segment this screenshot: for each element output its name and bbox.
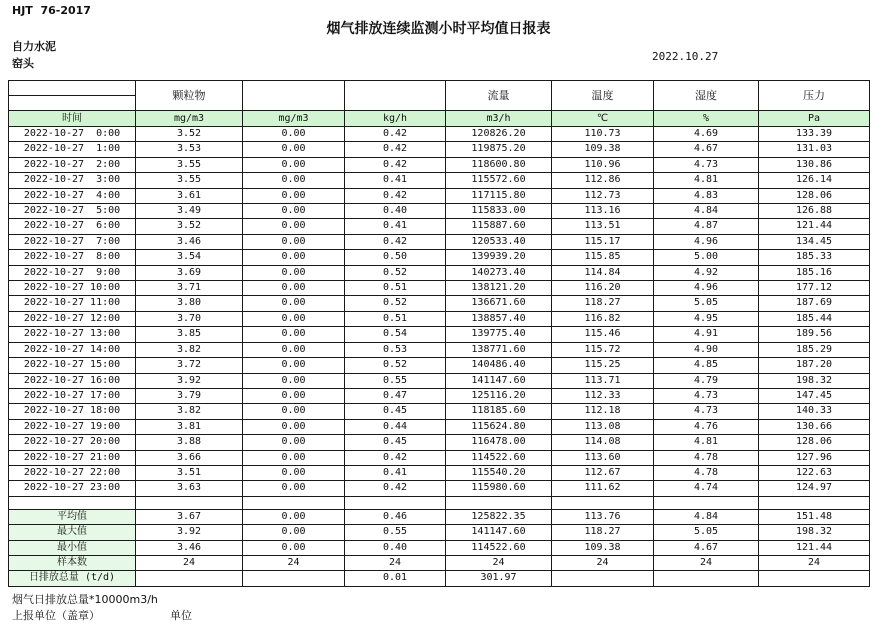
column-header-particulate: 颗粒物 — [136, 81, 243, 111]
row-value: 114.08 — [552, 435, 654, 450]
row-value: 0.41 — [345, 173, 446, 188]
row-value: 113.08 — [552, 419, 654, 434]
row-value: 0.41 — [345, 465, 446, 480]
row-value: 0.42 — [345, 127, 446, 142]
table-row — [9, 435, 870, 450]
row-value: 0.47 — [345, 388, 446, 403]
row-value: 134.45 — [759, 234, 870, 249]
row-value: 111.62 — [552, 481, 654, 496]
row-value — [654, 571, 759, 586]
row-value — [552, 571, 654, 586]
row-value: 140273.40 — [446, 265, 552, 280]
doc-code: HJT 76-2017 — [12, 4, 91, 17]
row-value: 119875.20 — [446, 142, 552, 157]
row-value: 151.48 — [759, 509, 870, 524]
table-row — [9, 265, 870, 280]
row-value: 112.73 — [552, 188, 654, 203]
row-value: 126.14 — [759, 173, 870, 188]
row-time: 2022-10-27 5:00 — [9, 204, 136, 219]
row-value: 120826.20 — [446, 127, 552, 142]
table-row — [9, 481, 870, 496]
company-name: 自力水泥 — [12, 40, 56, 53]
row-value: 4.73 — [654, 157, 759, 172]
row-value: 3.51 — [136, 465, 243, 480]
table-row — [9, 450, 870, 465]
row-value: 3.80 — [136, 296, 243, 311]
row-value: 185.16 — [759, 265, 870, 280]
row-time: 2022-10-27 9:00 — [9, 265, 136, 280]
row-value: 3.79 — [136, 388, 243, 403]
column-header-pressure: 压力 — [759, 81, 870, 111]
row-value: 5.05 — [654, 525, 759, 540]
unit-celsius: ℃ — [552, 111, 654, 127]
unit-kg-h: kg/h — [345, 111, 446, 127]
row-value: 4.84 — [654, 204, 759, 219]
row-value: 189.56 — [759, 327, 870, 342]
row-time: 2022-10-27 20:00 — [9, 435, 136, 450]
row-value: 3.71 — [136, 281, 243, 296]
row-time: 2022-10-27 19:00 — [9, 419, 136, 434]
row-value: 4.78 — [654, 450, 759, 465]
row-value: 4.92 — [654, 265, 759, 280]
row-value: 109.38 — [552, 540, 654, 555]
row-value: 3.61 — [136, 188, 243, 203]
unit-percent: % — [654, 111, 759, 127]
table-header — [9, 81, 870, 127]
row-value: 0.00 — [243, 204, 345, 219]
row-value: 3.63 — [136, 481, 243, 496]
row-value: 4.87 — [654, 219, 759, 234]
row-value: 3.72 — [136, 358, 243, 373]
unit-pa: Pa — [759, 111, 870, 127]
row-value: 4.81 — [654, 435, 759, 450]
reporting-unit-label: 上报单位（盖章） — [12, 609, 100, 622]
row-time: 2022-10-27 12:00 — [9, 311, 136, 326]
table-row — [9, 373, 870, 388]
row-value: 4.76 — [654, 419, 759, 434]
row-value: 115.17 — [552, 234, 654, 249]
row-value: 112.33 — [552, 388, 654, 403]
table-row — [9, 388, 870, 403]
row-value: 0.00 — [243, 435, 345, 450]
row-value: 24 — [552, 555, 654, 570]
row-value: 140.33 — [759, 404, 870, 419]
row-value: 0.00 — [243, 525, 345, 540]
row-value: 0.42 — [345, 142, 446, 157]
table-row — [9, 204, 870, 219]
row-value: 0.42 — [345, 450, 446, 465]
row-value: 185.33 — [759, 250, 870, 265]
table-row — [9, 419, 870, 434]
column-header-humidity: 湿度 — [654, 81, 759, 111]
row-value: 0.00 — [243, 540, 345, 555]
row-time: 2022-10-27 1:00 — [9, 142, 136, 157]
table-row — [9, 188, 870, 203]
row-value: 0.41 — [345, 219, 446, 234]
row-time: 2022-10-27 17:00 — [9, 388, 136, 403]
row-value: 141147.60 — [446, 373, 552, 388]
row-value: 115540.20 — [446, 465, 552, 480]
summary-row-label: 平均值 — [9, 509, 136, 524]
row-value: 121.44 — [759, 540, 870, 555]
row-value: 109.38 — [552, 142, 654, 157]
row-value: 112.18 — [552, 404, 654, 419]
row-value: 113.16 — [552, 204, 654, 219]
row-value — [243, 571, 345, 586]
row-time: 2022-10-27 10:00 — [9, 281, 136, 296]
spacer-section — [9, 496, 870, 509]
table-row — [9, 250, 870, 265]
row-time: 2022-10-27 2:00 — [9, 157, 136, 172]
row-value: 113.71 — [552, 373, 654, 388]
row-value: 0.00 — [243, 509, 345, 524]
table-row — [9, 234, 870, 249]
row-value: 118.27 — [552, 296, 654, 311]
table-row — [9, 173, 870, 188]
row-value: 4.73 — [654, 388, 759, 403]
row-value: 140486.40 — [446, 358, 552, 373]
table-row — [9, 157, 870, 172]
row-value: 0.44 — [345, 419, 446, 434]
emissions-table — [8, 80, 870, 587]
row-value: 117115.80 — [446, 188, 552, 203]
row-value: 0.00 — [243, 188, 345, 203]
row-value: 115.72 — [552, 342, 654, 357]
table-row — [9, 327, 870, 342]
row-value: 3.53 — [136, 142, 243, 157]
row-value: 4.96 — [654, 281, 759, 296]
row-value: 114522.60 — [446, 450, 552, 465]
row-value: 4.84 — [654, 509, 759, 524]
row-value: 0.40 — [345, 540, 446, 555]
row-value: 115.85 — [552, 250, 654, 265]
row-value: 3.85 — [136, 327, 243, 342]
column-header-blank — [243, 81, 345, 111]
row-value: 0.00 — [243, 173, 345, 188]
row-value: 0.40 — [345, 204, 446, 219]
row-value: 4.73 — [654, 404, 759, 419]
row-value: 0.00 — [243, 281, 345, 296]
row-value: 115833.00 — [446, 204, 552, 219]
column-header-blank — [345, 81, 446, 111]
row-value: 4.81 — [654, 173, 759, 188]
row-value: 116.82 — [552, 311, 654, 326]
row-value: 24 — [243, 555, 345, 570]
row-value: 0.00 — [243, 296, 345, 311]
table-row — [9, 127, 870, 142]
row-value: 0.00 — [243, 250, 345, 265]
row-value — [759, 571, 870, 586]
row-value: 3.54 — [136, 250, 243, 265]
row-value: 0.00 — [243, 342, 345, 357]
row-value: 112.86 — [552, 173, 654, 188]
row-value: 0.55 — [345, 525, 446, 540]
row-value: 0.45 — [345, 404, 446, 419]
row-value: 187.69 — [759, 296, 870, 311]
unit-mg-m3: mg/m3 — [136, 111, 243, 127]
summary-row-label: 日排放总量 (t/d) — [9, 571, 136, 586]
row-value: 0.00 — [243, 373, 345, 388]
row-value: 116.20 — [552, 281, 654, 296]
row-value: 0.50 — [345, 250, 446, 265]
table-row — [9, 219, 870, 234]
row-value: 4.96 — [654, 234, 759, 249]
row-value: 3.49 — [136, 204, 243, 219]
row-value: 198.32 — [759, 525, 870, 540]
row-value: 113.76 — [552, 509, 654, 524]
summary-row-label: 最大值 — [9, 525, 136, 540]
table-row — [9, 142, 870, 157]
row-value: 130.66 — [759, 419, 870, 434]
table-row — [9, 281, 870, 296]
summary-row-label: 最小值 — [9, 540, 136, 555]
row-value: 0.42 — [345, 157, 446, 172]
row-value: 4.91 — [654, 327, 759, 342]
row-value: 0.00 — [243, 219, 345, 234]
row-value: 24 — [345, 555, 446, 570]
row-time: 2022-10-27 13:00 — [9, 327, 136, 342]
row-value: 0.52 — [345, 358, 446, 373]
row-value: 118.27 — [552, 525, 654, 540]
row-value: 0.42 — [345, 188, 446, 203]
row-value: 138121.20 — [446, 281, 552, 296]
row-value: 3.67 — [136, 509, 243, 524]
row-value: 0.00 — [243, 327, 345, 342]
row-value: 138857.40 — [446, 311, 552, 326]
row-time: 2022-10-27 6:00 — [9, 219, 136, 234]
table-row — [9, 358, 870, 373]
row-value: 4.90 — [654, 342, 759, 357]
row-value: 4.85 — [654, 358, 759, 373]
column-header-temperature: 温度 — [552, 81, 654, 111]
table-row — [9, 311, 870, 326]
row-value: 3.92 — [136, 525, 243, 540]
row-value: 4.74 — [654, 481, 759, 496]
row-value: 136671.60 — [446, 296, 552, 311]
row-value: 122.63 — [759, 465, 870, 480]
row-value: 115.25 — [552, 358, 654, 373]
row-value: 24 — [654, 555, 759, 570]
table-row — [9, 525, 870, 540]
header-blank-cell — [9, 81, 136, 96]
row-value: 5.00 — [654, 250, 759, 265]
monitoring-point: 窑头 — [12, 57, 34, 70]
footer-note: 烟气日排放总量*10000m3/h — [12, 593, 158, 606]
row-value: 139775.40 — [446, 327, 552, 342]
row-value: 0.00 — [243, 234, 345, 249]
row-value: 113.60 — [552, 450, 654, 465]
row-time: 2022-10-27 18:00 — [9, 404, 136, 419]
row-value: 0.00 — [243, 127, 345, 142]
row-value: 3.66 — [136, 450, 243, 465]
row-value: 0.00 — [243, 311, 345, 326]
unit-header-row — [9, 111, 870, 127]
row-value: 0.00 — [243, 450, 345, 465]
row-value: 185.29 — [759, 342, 870, 357]
row-value: 177.12 — [759, 281, 870, 296]
table-row — [9, 465, 870, 480]
table-row — [9, 342, 870, 357]
row-value: 139939.20 — [446, 250, 552, 265]
row-value: 4.69 — [654, 127, 759, 142]
row-time: 2022-10-27 23:00 — [9, 481, 136, 496]
row-value: 3.46 — [136, 234, 243, 249]
column-header-flow: 流量 — [446, 81, 552, 111]
row-value: 113.51 — [552, 219, 654, 234]
row-value: 0.51 — [345, 281, 446, 296]
row-value: 0.00 — [243, 419, 345, 434]
row-time: 2022-10-27 7:00 — [9, 234, 136, 249]
table-row — [9, 296, 870, 311]
row-value: 4.95 — [654, 311, 759, 326]
row-value: 115.46 — [552, 327, 654, 342]
row-value: 24 — [759, 555, 870, 570]
row-value: 3.52 — [136, 127, 243, 142]
row-value: 0.00 — [243, 265, 345, 280]
row-value: 114522.60 — [446, 540, 552, 555]
row-value: 125116.20 — [446, 388, 552, 403]
row-value: 128.06 — [759, 435, 870, 450]
header-group-row-1 — [9, 81, 870, 96]
row-value: 3.55 — [136, 157, 243, 172]
row-value: 0.00 — [243, 388, 345, 403]
row-value: 3.82 — [136, 342, 243, 357]
row-value: 0.45 — [345, 435, 446, 450]
row-value: 3.70 — [136, 311, 243, 326]
row-value: 0.54 — [345, 327, 446, 342]
table-row — [9, 540, 870, 555]
row-value: 5.05 — [654, 296, 759, 311]
row-value: 3.82 — [136, 404, 243, 419]
spacer-row — [9, 496, 870, 509]
row-value: 118185.60 — [446, 404, 552, 419]
row-value: 110.96 — [552, 157, 654, 172]
row-value: 0.00 — [243, 404, 345, 419]
page-title: 烟气排放连续监测小时平均值日报表 — [326, 21, 551, 37]
row-value: 118600.80 — [446, 157, 552, 172]
row-value: 0.52 — [345, 265, 446, 280]
row-value: 3.52 — [136, 219, 243, 234]
row-time: 2022-10-27 3:00 — [9, 173, 136, 188]
row-value: 0.53 — [345, 342, 446, 357]
row-value: 0.00 — [243, 481, 345, 496]
row-value: 4.67 — [654, 540, 759, 555]
header-blank-cell — [9, 96, 136, 111]
row-value: 0.00 — [243, 465, 345, 480]
row-value: 138771.60 — [446, 342, 552, 357]
row-value: 116478.00 — [446, 435, 552, 450]
row-time: 2022-10-27 0:00 — [9, 127, 136, 142]
row-value: 0.51 — [345, 311, 446, 326]
row-value: 124.97 — [759, 481, 870, 496]
table-row — [9, 404, 870, 419]
row-value: 127.96 — [759, 450, 870, 465]
row-value: 24 — [446, 555, 552, 570]
row-time: 2022-10-27 15:00 — [9, 358, 136, 373]
unit-m3-h: m3/h — [446, 111, 552, 127]
row-value: 147.45 — [759, 388, 870, 403]
row-value: 133.39 — [759, 127, 870, 142]
row-value: 112.67 — [552, 465, 654, 480]
row-value: 24 — [136, 555, 243, 570]
row-value: 0.55 — [345, 373, 446, 388]
report-date: 2022.10.27 — [652, 50, 719, 63]
row-value: 185.44 — [759, 311, 870, 326]
row-time: 2022-10-27 16:00 — [9, 373, 136, 388]
row-value: 131.03 — [759, 142, 870, 157]
row-value: 115887.60 — [446, 219, 552, 234]
row-value: 128.06 — [759, 188, 870, 203]
row-value: 120533.40 — [446, 234, 552, 249]
row-time: 2022-10-27 4:00 — [9, 188, 136, 203]
row-value: 115572.60 — [446, 173, 552, 188]
row-value: 0.42 — [345, 481, 446, 496]
row-value: 114.84 — [552, 265, 654, 280]
row-value: 141147.60 — [446, 525, 552, 540]
row-value: 0.00 — [243, 157, 345, 172]
hourly-rows — [9, 127, 870, 497]
row-value: 121.44 — [759, 219, 870, 234]
row-value: 3.88 — [136, 435, 243, 450]
row-value: 4.83 — [654, 188, 759, 203]
row-value: 0.01 — [345, 571, 446, 586]
row-value: 3.69 — [136, 265, 243, 280]
row-value: 0.46 — [345, 509, 446, 524]
row-time: 2022-10-27 8:00 — [9, 250, 136, 265]
row-value: 115980.60 — [446, 481, 552, 496]
row-value: 0.00 — [243, 142, 345, 157]
row-value: 0.52 — [345, 296, 446, 311]
row-value: 0.00 — [243, 358, 345, 373]
row-time: 2022-10-27 21:00 — [9, 450, 136, 465]
row-value: 125822.35 — [446, 509, 552, 524]
row-value: 4.79 — [654, 373, 759, 388]
summary-row-label: 样本数 — [9, 555, 136, 570]
row-value: 3.55 — [136, 173, 243, 188]
column-header-time: 时间 — [9, 111, 136, 127]
row-time: 2022-10-27 22:00 — [9, 465, 136, 480]
row-value: 187.20 — [759, 358, 870, 373]
unit-label: 单位 — [170, 609, 192, 622]
table-row — [9, 571, 870, 586]
row-value: 3.92 — [136, 373, 243, 388]
row-value: 130.86 — [759, 157, 870, 172]
table-row — [9, 555, 870, 570]
table-row — [9, 509, 870, 524]
row-time: 2022-10-27 11:00 — [9, 296, 136, 311]
row-value: 198.32 — [759, 373, 870, 388]
row-time: 2022-10-27 14:00 — [9, 342, 136, 357]
row-value: 301.97 — [446, 571, 552, 586]
row-value — [136, 571, 243, 586]
row-value: 110.73 — [552, 127, 654, 142]
row-value: 115624.80 — [446, 419, 552, 434]
row-value: 3.46 — [136, 540, 243, 555]
row-value: 126.88 — [759, 204, 870, 219]
row-value: 3.81 — [136, 419, 243, 434]
row-value: 4.78 — [654, 465, 759, 480]
unit-mg-m3: mg/m3 — [243, 111, 345, 127]
row-value: 4.67 — [654, 142, 759, 157]
row-value: 0.42 — [345, 234, 446, 249]
summary-rows — [9, 509, 870, 586]
